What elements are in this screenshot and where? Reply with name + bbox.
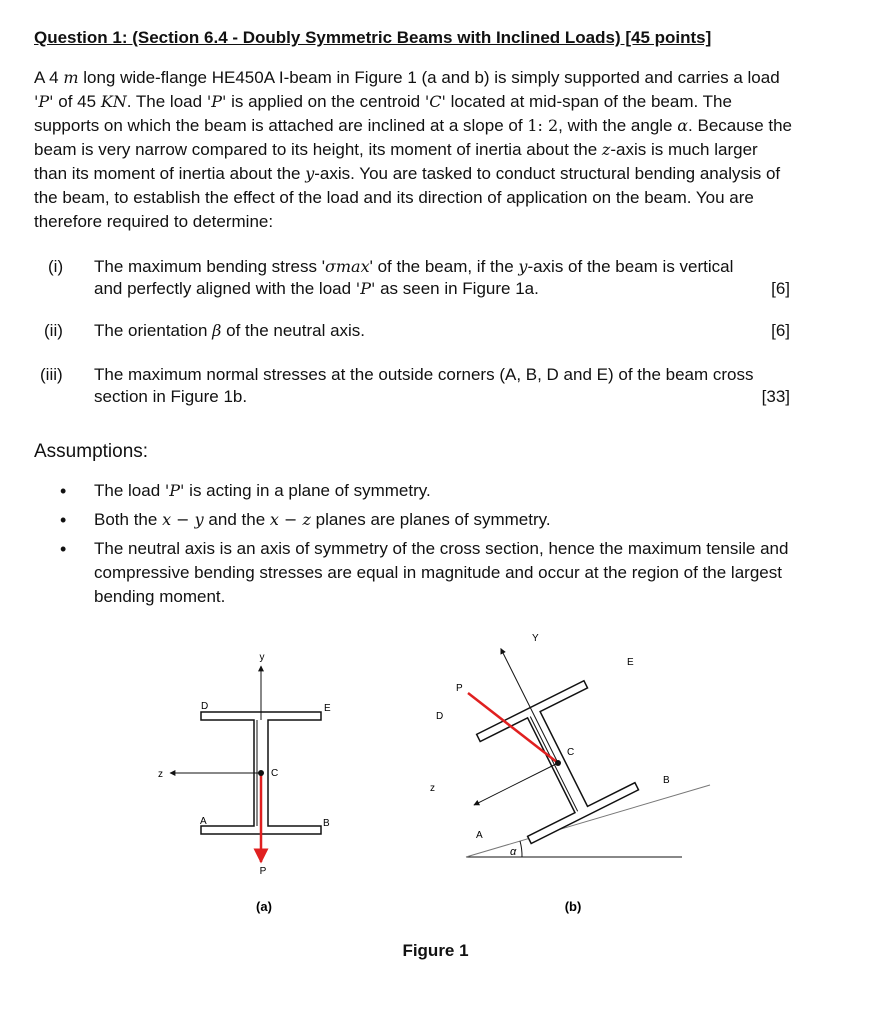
label-z: z	[430, 783, 435, 794]
question-title: Question 1: (Section 6.4 - Doubly Symmetric Beams with Inclined Loads) [45 points]	[34, 28, 712, 47]
label-a: A	[476, 830, 483, 841]
item-number: (i)	[48, 257, 64, 276]
alpha-arc	[520, 841, 522, 857]
figure-caption: Figure 1	[402, 941, 469, 960]
item-number: (iii)	[40, 365, 63, 384]
item-points: [6]	[771, 321, 790, 340]
label-alpha: α	[510, 846, 517, 858]
bullet-icon: •	[60, 539, 67, 559]
label-c: C	[271, 768, 279, 779]
label-p: P	[259, 866, 267, 877]
item-points: [6]	[771, 279, 790, 298]
item-points: [33]	[761, 387, 790, 406]
centroid-point	[258, 770, 264, 776]
figure-1a	[140, 640, 360, 930]
bullet-icon: •	[60, 481, 67, 501]
label-c: C	[567, 747, 575, 758]
list-item: • The neutral axis is an axis of symmetry of the cross section, hence the maximum tensile and compressive bending stresses are equal in magnitude and occur at the region of the largest bending moment.	[60, 539, 789, 606]
label-d: D	[436, 711, 444, 722]
list-item: • Both the x − y and the x − z planes are planes of symmetry.	[60, 510, 551, 530]
item-number: (ii)	[44, 321, 63, 340]
list-item: • The load 'P' is acting in a plane of symmetry.	[60, 481, 431, 501]
incline-line	[466, 785, 710, 857]
bullet-icon: •	[60, 510, 67, 530]
assumptions-heading: Assumptions:	[34, 441, 149, 462]
label-e: E	[627, 657, 634, 668]
label-y: y	[259, 652, 265, 663]
z-axis-arrow	[474, 763, 558, 805]
label-p: P	[456, 683, 463, 694]
label-z: z	[158, 769, 163, 780]
label-b: B	[323, 818, 330, 829]
label-e: E	[324, 703, 331, 714]
label-a: A	[200, 816, 207, 827]
item-text: The maximum bending stress 'σmax' of the beam, if the y-axis of the beam is vertical and perfectly aligned with the load 'P' as seen in Figure 1a.	[94, 257, 734, 298]
label-b: B	[663, 775, 670, 786]
assumptions-list	[60, 479, 800, 614]
figure-a-label: (a)	[256, 899, 272, 914]
sub-question-i	[34, 256, 794, 302]
item-text: The maximum normal stresses at the outside corners (A, B, D and E) of the beam cross section in Figure 1b.	[94, 365, 754, 406]
sub-question-ii	[34, 320, 794, 344]
question-intro: A 4 m long wide-flange HE450A I-beam in Figure 1 (a and b) is simply supported and carries a load 'P' of 45 KN. The load 'P' is applied on the centroid 'C' located at mid-span of the beam. The supports on which the beam is attached are inclined at a slope of 1: 2, with the angle α. Because the beam is very narrow compared to its height, its moment of inertia about the z-axis is much larger than its moment of inertia about the y-axis. You are tasked to conduct structural bending analysis of the beam, to establish the effect of the load and its direction of application on the beam. You are therefore required to determine:	[34, 68, 793, 231]
centroid-point	[555, 760, 561, 766]
figure-b-label: (b)	[564, 899, 582, 914]
label-y: Y	[532, 633, 539, 644]
sub-question-iii	[34, 364, 794, 410]
label-d: D	[201, 701, 209, 712]
figure-1b	[410, 625, 730, 930]
item-text: The orientation β of the neutral axis.	[94, 321, 366, 340]
